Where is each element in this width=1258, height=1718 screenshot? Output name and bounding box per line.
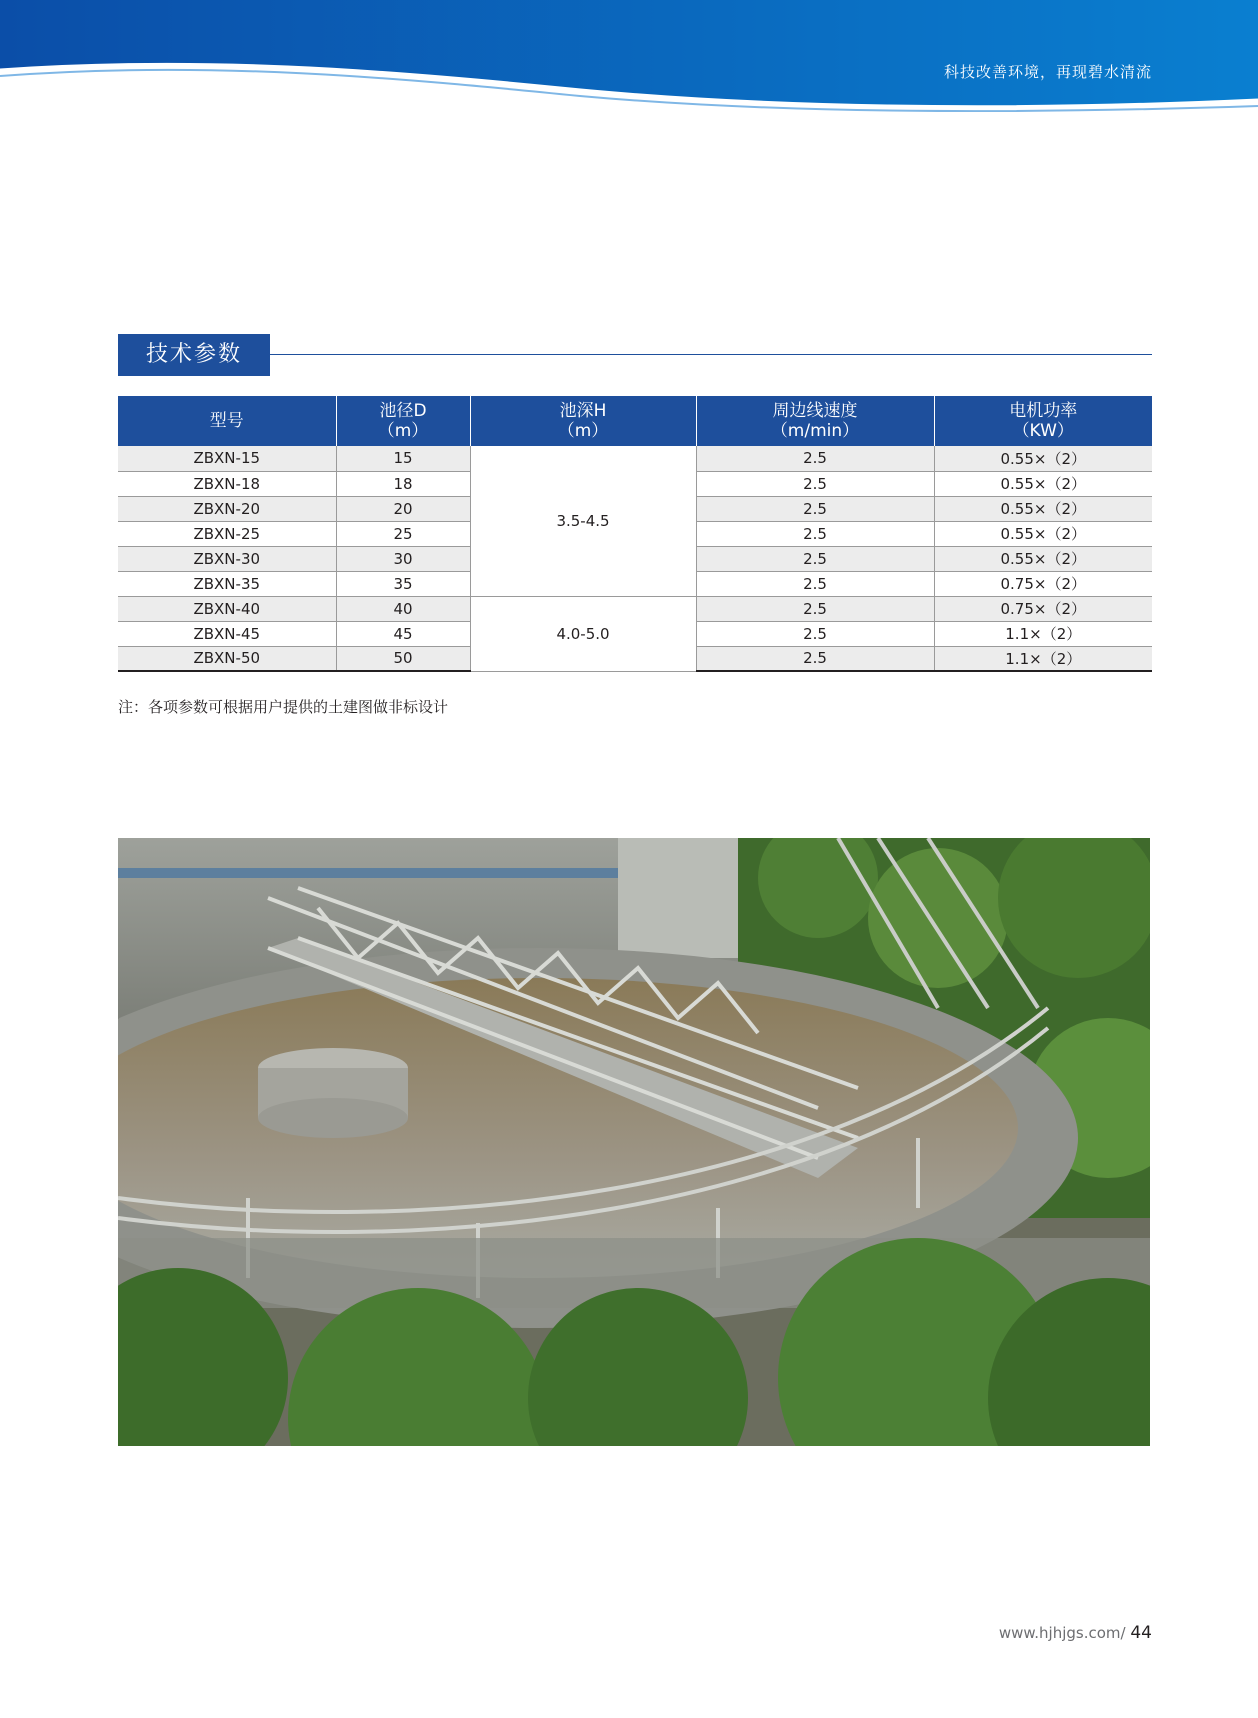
- cell-power: 1.1×（2）: [934, 621, 1152, 646]
- cell-power: 0.55×（2）: [934, 471, 1152, 496]
- cell-model: ZBXN-25: [118, 521, 336, 546]
- clarifier-illustration: [118, 838, 1150, 1446]
- parameters-table: [118, 396, 1152, 672]
- table-row: [118, 446, 1152, 471]
- cell-diameter: 18: [336, 471, 470, 496]
- footer-url[interactable]: www.hjhjgs.com/: [998, 1624, 1126, 1642]
- header-wave-banner: [0, 0, 1258, 112]
- cell-speed: 2.5: [696, 446, 934, 471]
- section-divider: [270, 354, 1152, 355]
- header-model: 型号: [118, 396, 336, 446]
- cell-diameter: 35: [336, 571, 470, 596]
- table-row: [118, 596, 1152, 621]
- cell-model: ZBXN-50: [118, 646, 336, 671]
- clarifier-tank-photo: [118, 838, 1150, 1446]
- page-number: 44: [1130, 1623, 1152, 1643]
- cell-diameter: 45: [336, 621, 470, 646]
- cell-speed: 2.5: [696, 621, 934, 646]
- cell-model: ZBXN-15: [118, 446, 336, 471]
- cell-diameter: 50: [336, 646, 470, 671]
- cell-diameter: 20: [336, 496, 470, 521]
- cell-model: ZBXN-20: [118, 496, 336, 521]
- cell-depth-group: 4.0-5.0: [470, 596, 696, 671]
- cell-power: 0.75×（2）: [934, 571, 1152, 596]
- cell-power: 0.55×（2）: [934, 546, 1152, 571]
- cell-power: 0.55×（2）: [934, 521, 1152, 546]
- cell-power: 0.75×（2）: [934, 596, 1152, 621]
- cell-model: ZBXN-18: [118, 471, 336, 496]
- section-title: 技术参数: [118, 334, 270, 376]
- section-heading: [118, 334, 1152, 376]
- cell-power: 0.55×（2）: [934, 446, 1152, 471]
- header-diameter: 池径D （m）: [336, 396, 470, 446]
- cell-speed: 2.5: [696, 471, 934, 496]
- cell-model: ZBXN-40: [118, 596, 336, 621]
- cell-speed: 2.5: [696, 521, 934, 546]
- cell-speed: 2.5: [696, 546, 934, 571]
- cell-depth-group: 3.5-4.5: [470, 446, 696, 596]
- cell-diameter: 30: [336, 546, 470, 571]
- cell-speed: 2.5: [696, 571, 934, 596]
- cell-speed: 2.5: [696, 496, 934, 521]
- cell-power: 1.1×（2）: [934, 646, 1152, 671]
- cell-model: ZBXN-45: [118, 621, 336, 646]
- header-power: 电机功率 （KW）: [934, 396, 1152, 446]
- cell-diameter: 15: [336, 446, 470, 471]
- header-speed: 周边线速度 （m/min）: [696, 396, 934, 446]
- header-slogan: 科技改善环境，再现碧水清流: [943, 63, 1152, 81]
- header-depth: 池深H （m）: [470, 396, 696, 446]
- cell-speed: 2.5: [696, 646, 934, 671]
- cell-power: 0.55×（2）: [934, 496, 1152, 521]
- cell-speed: 2.5: [696, 596, 934, 621]
- cell-diameter: 40: [336, 596, 470, 621]
- cell-model: ZBXN-35: [118, 571, 336, 596]
- cell-diameter: 25: [336, 521, 470, 546]
- table-header-row: [118, 396, 1152, 446]
- cell-model: ZBXN-30: [118, 546, 336, 571]
- table-footnote: 注：各项参数可根据用户提供的土建图做非标设计: [118, 698, 449, 716]
- footer: [999, 1623, 1152, 1643]
